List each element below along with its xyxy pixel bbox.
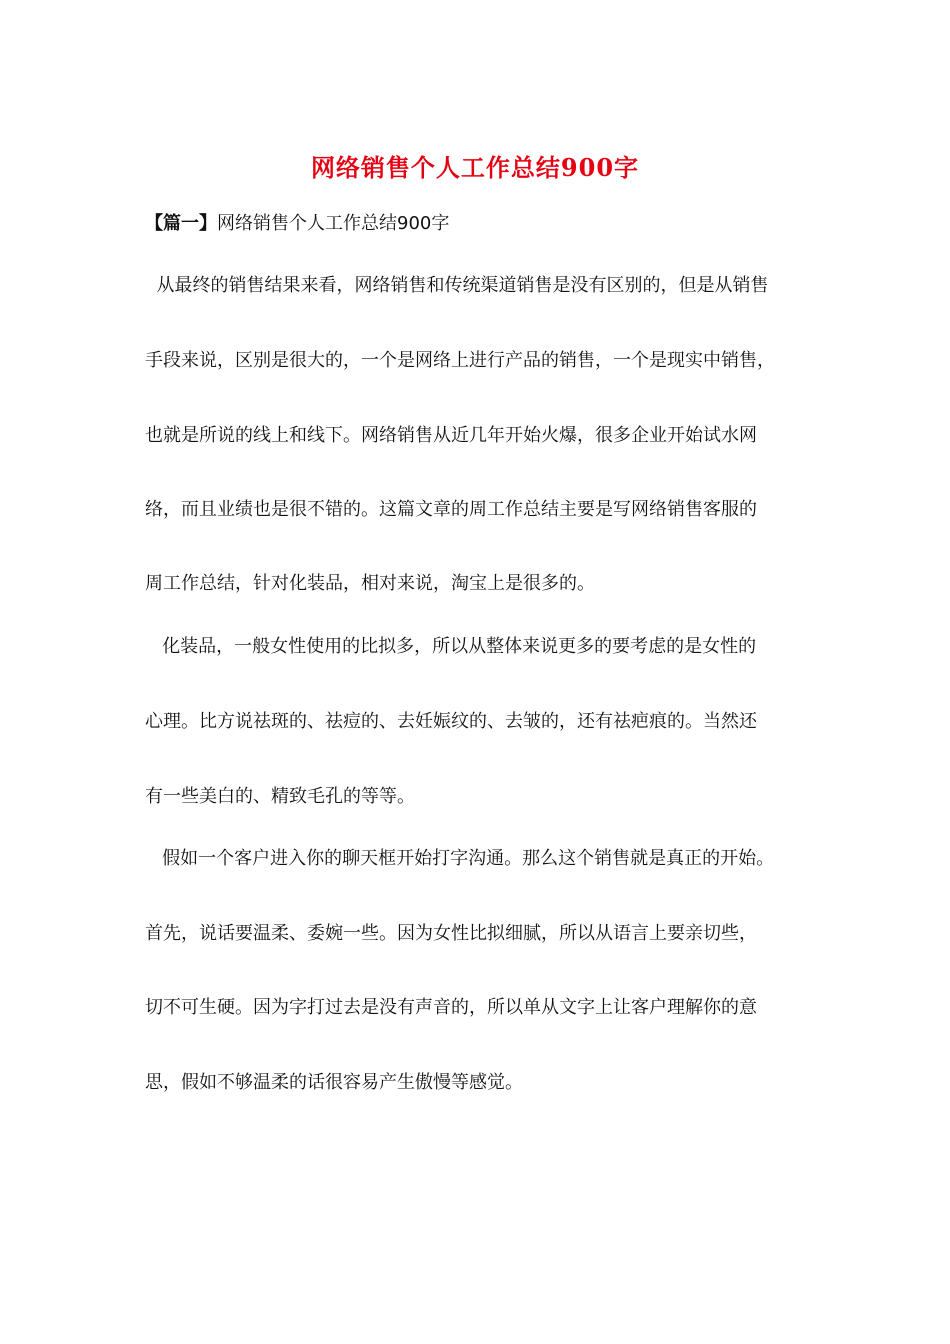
body-line: 化装品，一般女性使用的比拟多，所以从整体来说更多的要考虑的是女性的 xyxy=(145,636,757,657)
body-line: 有一些美白的、精致毛孔的等等。 xyxy=(145,786,415,807)
body-line: 假如一个客户进入你的聊天框开始打字沟通。那么这个销售就是真正的开始。 xyxy=(145,848,775,869)
body-line: 周工作总结，针对化装品，相对来说，淘宝上是很多的。 xyxy=(145,573,595,594)
section-label: 【篇一】 xyxy=(145,213,217,234)
body-line: 切不可生硬。因为字打过去是没有声音的，所以单从文字上让客户理解你的意 xyxy=(145,997,757,1018)
body-line: 络，而且业绩也是很不错的。这篇文章的周工作总结主要是写网络销售客服的 xyxy=(145,499,757,520)
section-title: 网络销售个人工作总结900字 xyxy=(217,213,450,234)
document-title: 网络销售个人工作总结900字 xyxy=(310,153,640,182)
body-line: 思，假如不够温柔的话很容易产生傲慢等感觉。 xyxy=(145,1072,523,1093)
body-line: 首先，说话要温柔、委婉一些。因为女性比拟细腻，所以从语言上要亲切些， xyxy=(145,923,757,944)
body-line: 从最终的销售结果来看，网络销售和传统渠道销售是没有区别的，但是从销售 xyxy=(145,275,769,296)
body-line: 心理。比方说祛斑的、祛痘的、去妊娠纹的、去皱的，还有祛疤痕的。当然还 xyxy=(145,711,757,732)
body-line: 手段来说，区别是很大的，一个是网络上进行产品的销售，一个是现实中销售， xyxy=(145,350,775,371)
section-heading xyxy=(145,210,449,238)
body-line: 也就是所说的线上和线下。网络销售从近几年开始火爆，很多企业开始试水网 xyxy=(145,425,757,446)
